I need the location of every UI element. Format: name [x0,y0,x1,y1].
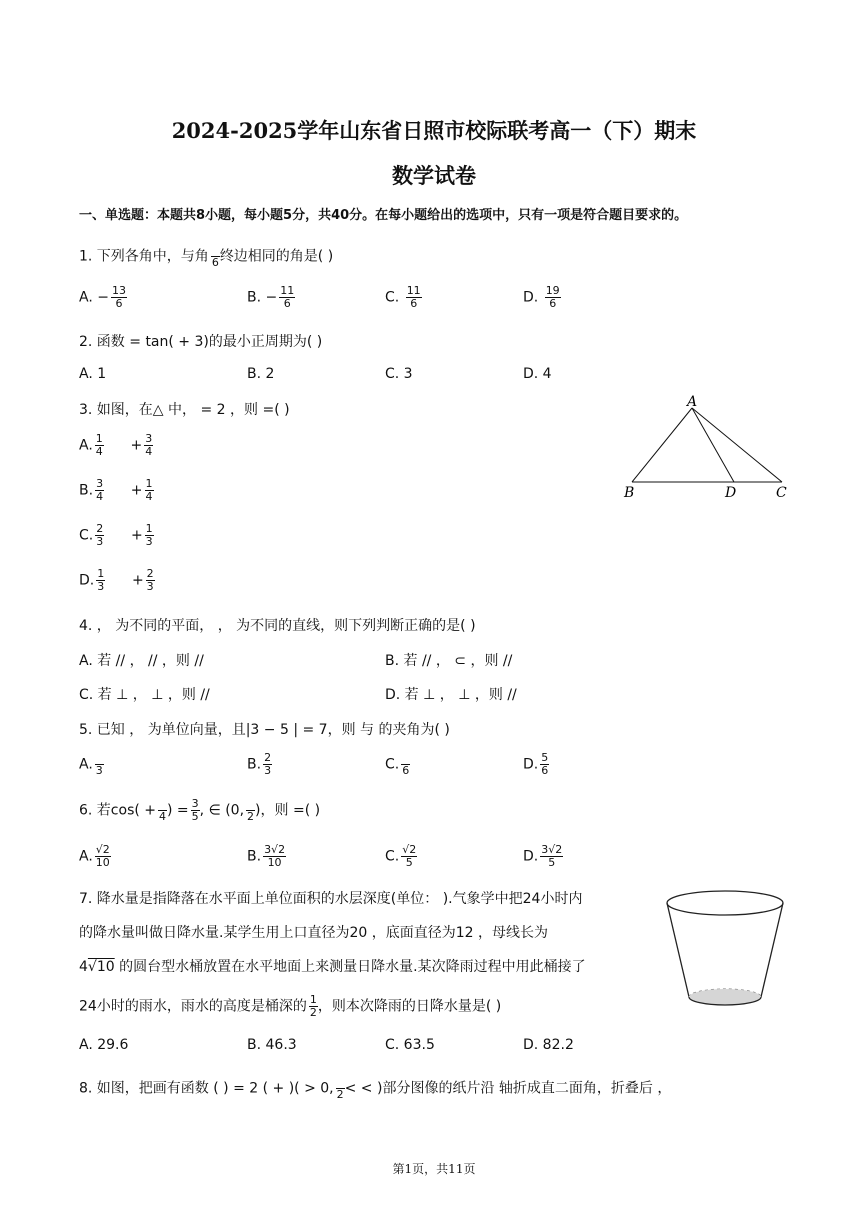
q1-stem-a: 1. 下列各角中，与角 [79,248,209,265]
triangle-segment-ad [692,408,734,482]
q6-option-d: D. $\frac{3√2}{5}$ [523,843,563,869]
q5-option-b: B. $\frac{2}{3}$ [247,751,272,777]
question-1 [79,244,333,269]
q1-option-d: D. $\frac{19}{6}$ [523,284,560,310]
q7-option-d: D. 82.2 [523,1037,574,1053]
label-b: B [624,485,635,501]
label-a: A [687,394,698,410]
q1-option-a: A. − $\frac{13}{6}$ [79,284,126,310]
q3-option-d: D. $\frac{1}{3}$ + $\frac{2}{3}$ [79,567,154,593]
question-8: 8. 如图，把画有函数 ( ) = 2 ( + )( > 0, 2 < < )部分图像的纸片沿 轴折成直二面角，折叠后 ， [79,1076,671,1101]
q6-option-c: C. $\frac{√2}{5}$ [385,843,417,869]
q4-option-a: A. 若 // ， // ，则 // [79,653,204,669]
question-6: 6. 若cos( + 4 ) = $\frac{3}{5}$ , ∈ (0, 2 )，则 =( ) [79,797,321,823]
q1-frac: 6 [211,244,220,269]
q2-option-a: A. 1 [79,366,107,382]
triangle-figure [620,394,800,504]
q2-option-c: C. 3 [385,366,413,382]
q3-option-b: B. $\frac{3}{4}$ + $\frac{1}{4}$ [79,477,153,503]
q1-stem-b: 终边相同的角是( ) [219,248,334,265]
q7-option-a: A. 29.6 [79,1037,129,1053]
q5-option-d: D. $\frac{5}{6}$ [523,751,549,777]
label-c: C [776,485,787,501]
q2-option-b: B. 2 [247,366,275,382]
q6-option-b: B. $\frac{3√2}{10}$ [247,843,286,869]
question-7-line2: 的降水量叫做日降水量.某学生用上口直径为20 ，底面直径为12 ，母线长为 [79,925,548,941]
q7-option-b: B. 46.3 [247,1037,297,1053]
q6-option-a: A. $\frac{√2}{10}$ [79,843,110,869]
q3-option-a: A. $\frac{1}{4}$ + $\frac{3}{4}$ [79,432,153,458]
page-title: 2024-2025学年山东省日照市校际联考高一（下）期末 [171,118,697,143]
question-7-line1: 7. 降水量是指降落在水平面上单位面积的水层深度(单位： ).气象学中把24小时内 [79,891,583,907]
q4-option-c: C. 若 ⊥ ， ⊥ ，则 // [79,687,210,703]
page-subtitle: 数学试卷 [392,163,476,188]
q3-option-c: C. $\frac{2}{3}$ + $\frac{1}{3}$ [79,522,153,548]
q4-option-d: D. 若 ⊥ ， ⊥ ，则 // [385,687,517,703]
q1-option-b: B. − $\frac{11}{6}$ [247,284,295,310]
triangle-side-ac [692,408,782,482]
section-heading: 一、单选题：本题共8小题，每小题5分，共40分。在每小题给出的选项中，只有一项是符合题目要求的。 [79,208,688,223]
question-3: 3. 如图，在△ 中， = 2 ，则 =( ) [79,402,290,418]
q4-option-b: B. 若 // ， ⊂ ，则 // [385,653,513,669]
page-footer: 第1页，共11页 [392,1162,476,1176]
question-7-line4: 24小时的雨水，雨水的高度是桶深的 $\frac{1}{2}$ ，则本次降雨的日降水量是( ) [79,993,502,1019]
label-d: D [725,485,737,501]
question-5: 5. 已知 ， 为单位向量，且|3 − 5 | = 7，则 与 的夹角为( ) [79,722,450,738]
q7-option-c: C. 63.5 [385,1037,435,1053]
triangle-side-ab [632,408,692,482]
bucket-figure [660,885,790,1015]
q5-option-c: C. 6 [385,752,410,777]
bucket-left-side [667,903,689,997]
q2-option-d: D. 4 [523,366,552,382]
question-4: 4. ， 为不同的平面， ， 为不同的直线，则下列判断正确的是( ) [79,618,476,634]
question-7-line3: 4√10 的圆台型水桶放置在水平地面上来测量日降水量.某次降雨过程中用此桶接了 [79,959,586,975]
bucket-right-side [761,903,783,997]
q5-option-a: A. 3 [79,752,104,777]
bucket-top-rim [667,891,783,915]
question-2: 2. 函数 = tan( + 3)的最小正周期为( ) [79,334,323,350]
q1-option-c: C. $\frac{11}{6}$ [385,284,421,310]
